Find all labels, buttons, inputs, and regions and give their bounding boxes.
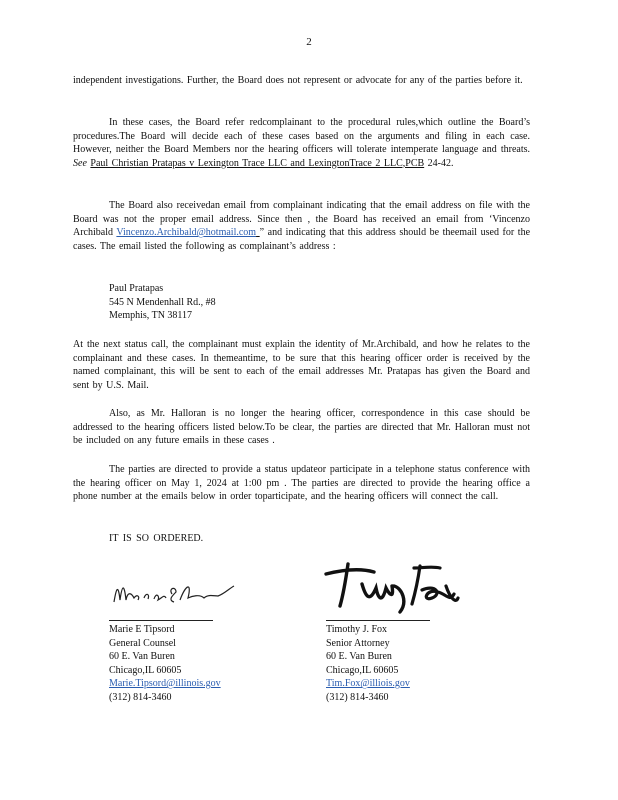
signatory-phone: (312) 814-3460	[109, 691, 172, 703]
citation-number: 24-42.	[424, 157, 454, 169]
address-line: Memphis, TN 38117	[109, 310, 193, 321]
signatory-city: Chicago,IL 60605	[109, 664, 182, 676]
paragraph-text: The parties are directed to provide a status updateor participate in a telephone status conference with the hearing officer on May 1, 2024 at 1:00 pm . The parties are directed to provide the hearing office a phone number at the emails below in order toparticipate, and the hearing officers will connect the call.	[73, 464, 530, 502]
email-link-archibald[interactable]: Vincenzo.Archibald@hotmail.com	[116, 227, 257, 238]
paragraph-next-status-call: At the next status call, the complainant must explain the identity of Mr.Archibald, and how he relates to the complainant and these cases. In themeantime, to be sure that this hearing officer order is received by the named complainant, this will be sent to each of the email addresses Mr. Pratapas has given the Board and sent by U.S. Mail.	[73, 339, 530, 391]
paragraph-text: The Board also receivedan email from complainant indicating that the email address on file with the Board was not the proper email address. Since then , the Board has received an email from ‘Vincenzo Archibald	[73, 200, 530, 238]
signatory-street: 60 E. Van Buren	[109, 651, 175, 662]
paragraph-independent-investigations: independent investigations. Further, the Board does not represent or advocate for any of the parties before it.	[73, 75, 523, 86]
signatory-title: General Counsel	[109, 637, 176, 649]
signatory-phone: (312) 814-3460	[326, 691, 389, 703]
signature-line	[109, 620, 213, 621]
address-line: 545 N Mendenhall Rd., #8	[109, 296, 216, 308]
complainant-address	[109, 282, 216, 323]
paragraph-text: Also, as Mr. Halloran is no longer the hearing officer, correspondence in this case should be addressed to the hearing officers listed below.To be clear, the parties are directed that Mr. Halloran must not be included on any future emails in these cases .	[73, 408, 530, 446]
signatory-street: 60 E. Van Buren	[326, 651, 392, 662]
paragraph-email-address	[73, 199, 530, 253]
paragraph-correspondence	[73, 407, 530, 448]
case-citation: Paul Christian Pratapas v Lexington Trace LLC and LexingtonTrace 2 LLC,PCB	[90, 157, 425, 169]
paragraph-status-conference	[73, 463, 530, 504]
signatory-title: Senior Attorney	[326, 637, 390, 649]
citation-signal: See	[73, 157, 87, 169]
paragraph-text-cont: ” and indicating that this address should be theemail used for the cases. The email listed the following as complainant’s address :	[73, 227, 531, 252]
page-number: 2	[306, 36, 312, 48]
signature-image-fox	[322, 558, 462, 614]
signatory-email-link[interactable]: Marie.Tipsord@illinois.gov	[109, 678, 221, 689]
signatory-name: Timothy J. Fox	[326, 624, 388, 635]
signature-block-fox	[326, 623, 466, 704]
signatory-name: Marie E Tipsord	[109, 624, 175, 635]
paragraph-procedural-rules	[73, 116, 530, 170]
signature-image-tipsord	[110, 572, 240, 612]
so-ordered: IT IS SO ORDERED.	[109, 533, 204, 544]
paragraph-text: In these cases, the Board refer redcomplainant to the procedural rules,which outline the Board’s procedures.The Board will decide each of these cases based on the arguments and filing in each case. However, neither the Board Members nor the hearing officers will tolerate intemperate language and threats.	[73, 117, 530, 155]
signature-block-tipsord	[109, 623, 249, 704]
signatory-city: Chicago,IL 60605	[326, 664, 399, 676]
address-line: Paul Pratapas	[109, 283, 164, 294]
signatory-email-link[interactable]: Tim.Fox@illiois.gov	[326, 678, 410, 689]
signature-line	[326, 620, 430, 621]
